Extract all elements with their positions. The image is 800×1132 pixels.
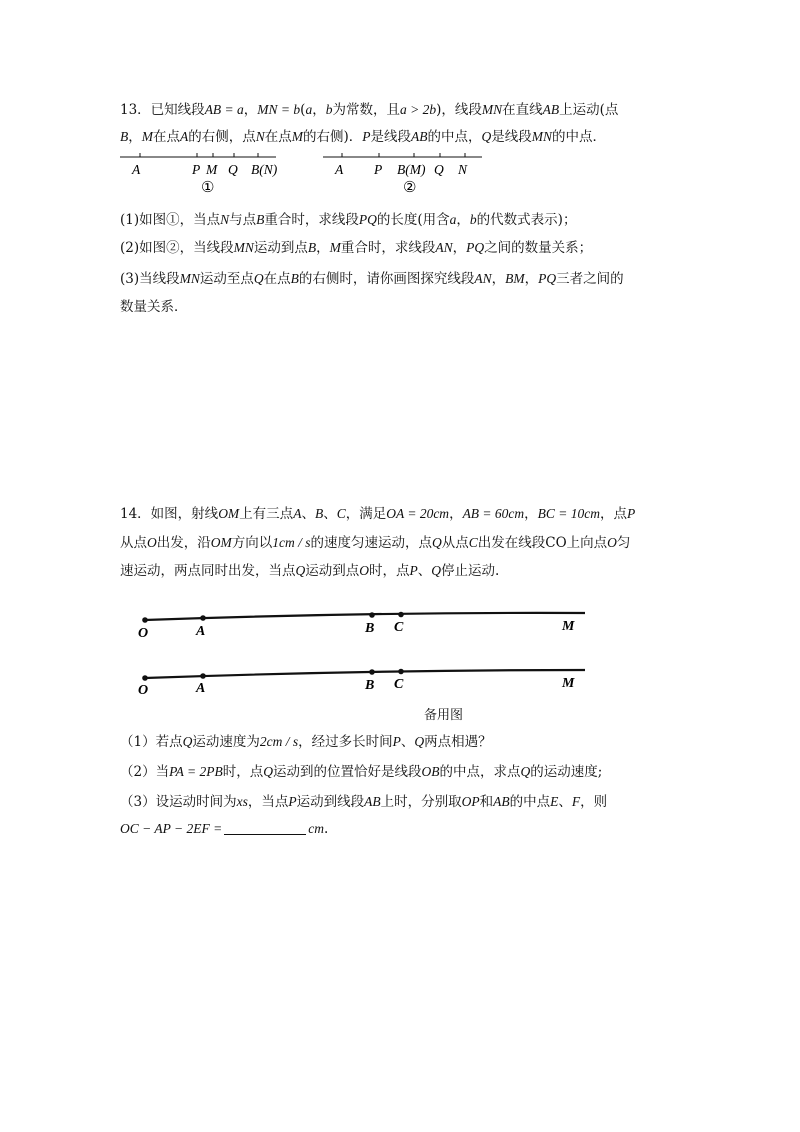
label-C-main: C (394, 620, 404, 635)
q14-figure-main (138, 612, 585, 641)
label-B-main: B (365, 621, 375, 636)
point-B-spare (369, 669, 375, 675)
answer-blank[interactable] (224, 820, 306, 835)
fig2-label-P: P (374, 162, 383, 177)
q13-line-3: (1)如图①，当点N与点B重合时，求线段PQ的长度(用含a，b的代数式表示)； (120, 212, 577, 228)
q14-line-1: 14．如图，射线OM上有三点A、B、C，满足OA = 20cm，AB = 60cm，BC = 10cm，点P (120, 506, 636, 522)
fig2-label-BM: B(M) (397, 162, 426, 177)
point-B-main (369, 612, 375, 618)
label-A-spare: A (196, 681, 206, 696)
label-C-spare: C (394, 677, 404, 692)
fig1-number: ① (201, 180, 215, 196)
fig2-number: ② (403, 180, 417, 196)
q13-line-4: (2)如图②，当线段MN运动到点B，M重合时，求线段AN，PQ之间的数量关系； (120, 240, 593, 256)
label-O-main: O (138, 626, 149, 641)
point-O-spare (142, 675, 148, 681)
point-O-main (142, 617, 148, 623)
label-M-main: M (562, 619, 575, 634)
q14-sub-4: OC − AP − 2EF = cm. (120, 821, 329, 837)
q14-sub-3: （3）设运动时间为xs，当点P运动到线段AB上时，分别取OP和AB的中点E、F，则 (120, 794, 608, 810)
q13-line-2: B，M在点A的右侧，点N在点M的右侧)．P是线段AB的中点，Q是线段MN的中点． (120, 129, 607, 145)
q14-sub-1: （1）若点Q运动速度为2cm / s，经过多长时间P、Q两点相遇？ (120, 734, 492, 750)
fig1-label-P: P (192, 162, 201, 177)
q14-line-3: 速运动，两点同时出发，当点Q运动到点O时，点P、Q停止运动. (120, 563, 500, 579)
q14-figure-spare (138, 669, 585, 698)
point-C-spare (398, 669, 404, 675)
label-M-spare: M (562, 676, 575, 691)
fig1-label-M: M (206, 162, 218, 177)
label-O-spare: O (138, 683, 149, 698)
label-A-main: A (196, 624, 206, 639)
q13-line-5: (3)当线段MN运动至点Q在点B的右侧时，请你画图探究线段AN，BM，PQ三者之间的 (120, 271, 624, 287)
q14-line-2: 从点O出发，沿OM方向以1cm / s的速度匀速运动，点Q从点C出发在线段CO上向点O匀 (120, 535, 631, 551)
q14-sub-2: （2）当PA = 2PB时，点Q运动到的位置恰好是线段OB的中点，求点Q的运动速度; (120, 764, 603, 780)
fig1-label-Q: Q (228, 162, 238, 177)
figure-1 (120, 153, 278, 196)
fig1-label-BN: B(N) (251, 162, 278, 177)
point-C-main (398, 612, 404, 618)
fig2-label-Q: Q (434, 162, 444, 177)
fig1-label-A: A (132, 162, 141, 177)
figure-caption: 备用图 (424, 708, 464, 723)
ray-OM-main (145, 613, 585, 620)
figure-2 (323, 153, 482, 196)
q13-line-6: 数量关系． (120, 299, 188, 315)
ray-OM-spare (145, 670, 585, 678)
label-B-spare: B (365, 678, 375, 693)
fig2-label-N: N (458, 162, 468, 177)
point-A-main (200, 615, 206, 621)
q13-line-1: 13．已知线段AB = a，MN = b(a，b为常数，且a > 2b)，线段MN在直线AB上运动(点 (120, 102, 619, 118)
point-A-spare (200, 673, 206, 679)
fig2-label-A: A (335, 162, 344, 177)
